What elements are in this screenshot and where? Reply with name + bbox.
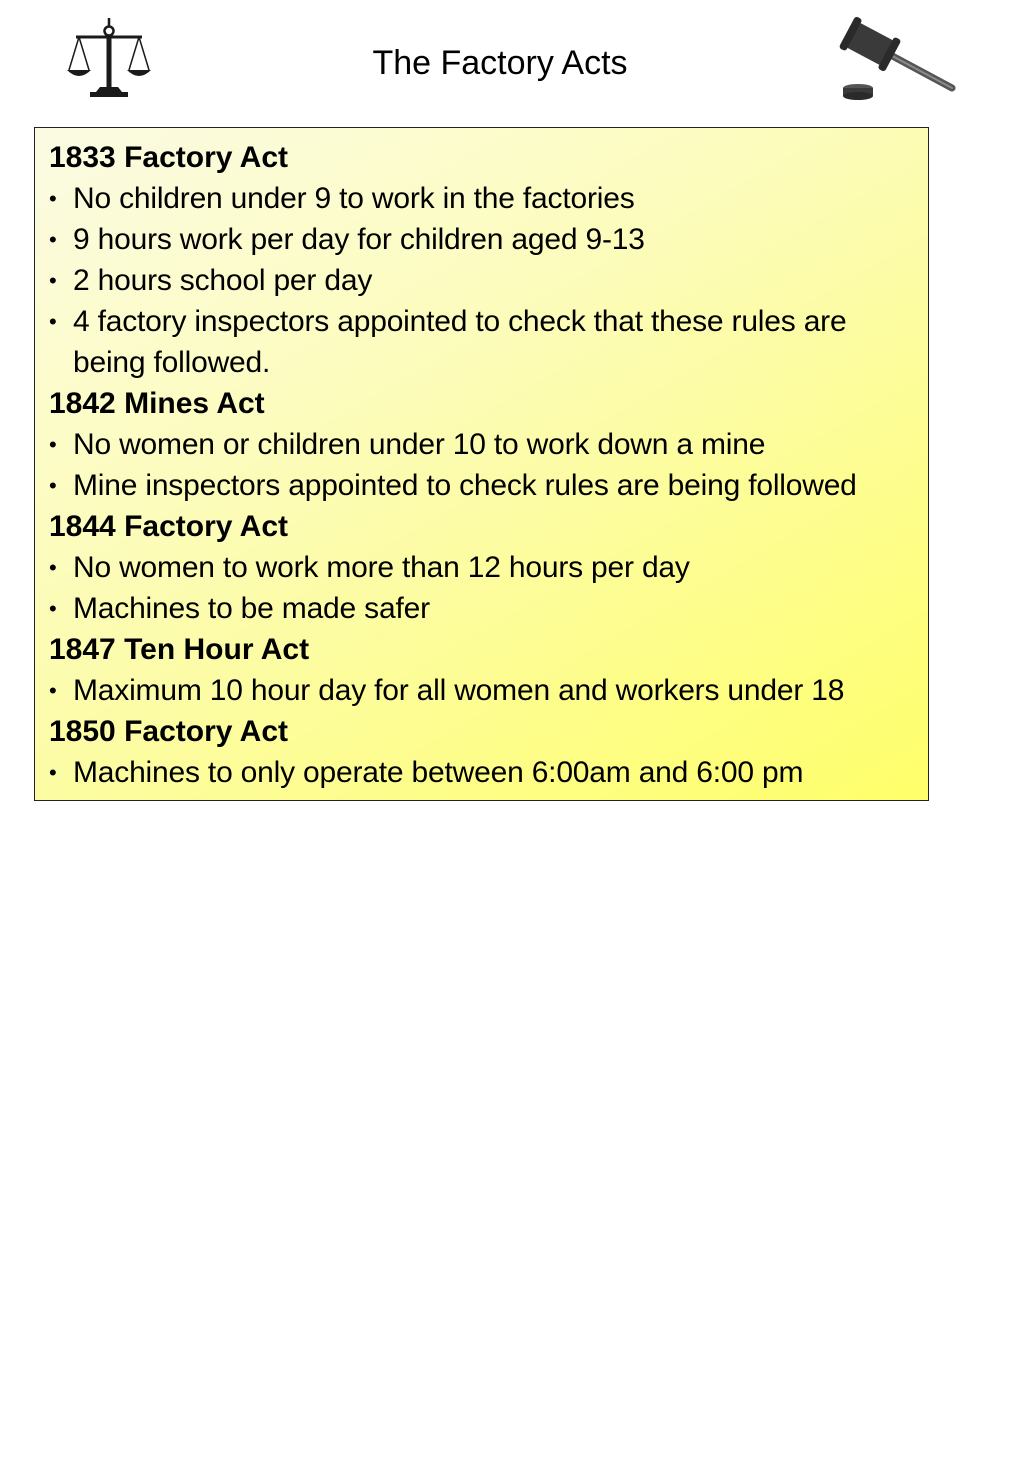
- bullet-icon: •: [49, 432, 57, 457]
- act-point-text: Machines to be made safer: [73, 592, 430, 625]
- gavel-icon: [838, 14, 960, 102]
- act-points-list: [49, 424, 914, 506]
- act-points-list: [49, 752, 914, 793]
- bullet-icon: •: [49, 309, 57, 334]
- bullet-icon: •: [49, 473, 57, 498]
- bullet-icon: •: [49, 555, 57, 580]
- act-point: [49, 424, 914, 465]
- act-point-text: 9 hours work per day for children aged 9-13: [73, 223, 645, 256]
- act-point: [49, 178, 914, 219]
- act-point-text: Maximum 10 hour day for all women and workers under 18: [73, 674, 845, 707]
- bullet-icon: •: [49, 596, 57, 621]
- act-point-text: 4 factory inspectors appointed to check that these rules are being followed.: [73, 305, 847, 379]
- act-heading: 1847 Ten Hour Act: [49, 633, 310, 666]
- act-point: [49, 260, 914, 301]
- act-heading: 1850 Factory Act: [49, 715, 289, 748]
- act-point-text: No children under 9 to work in the factories: [73, 182, 635, 215]
- act-points-list: [49, 547, 914, 629]
- act-heading: 1833 Factory Act: [49, 141, 289, 174]
- act-point: [49, 465, 914, 506]
- act-section: [49, 711, 914, 793]
- act-point: [49, 670, 914, 711]
- act-section: [49, 383, 914, 506]
- act-point-text: Mine inspectors appointed to check rules are being followed: [73, 469, 857, 502]
- act-section: [49, 629, 914, 711]
- act-section: [49, 506, 914, 629]
- bullet-icon: •: [49, 186, 57, 211]
- act-heading: 1844 Factory Act: [49, 510, 289, 543]
- act-point: [49, 752, 914, 793]
- act-point: [49, 547, 914, 588]
- bullet-icon: •: [49, 268, 57, 293]
- act-point-text: Machines to only operate between 6:00am and 6:00 pm: [73, 756, 804, 789]
- act-heading: 1842 Mines Act: [49, 387, 265, 420]
- page-title: The Factory Acts: [372, 44, 628, 82]
- act-points-list: [49, 178, 914, 383]
- act-section: [49, 137, 914, 383]
- act-point-text: 2 hours school per day: [73, 264, 373, 297]
- act-points-list: [49, 670, 914, 711]
- bullet-icon: •: [49, 760, 57, 785]
- factory-acts-box: [34, 127, 929, 801]
- act-point-text: No women to work more than 12 hours per day: [73, 551, 690, 584]
- scales-of-justice-icon: [66, 16, 152, 100]
- act-point: [49, 219, 914, 260]
- act-point: [49, 588, 914, 629]
- bullet-icon: •: [49, 678, 57, 703]
- act-point-text: No women or children under 10 to work down a mine: [73, 428, 766, 461]
- act-point: [49, 301, 914, 383]
- bullet-icon: •: [49, 227, 57, 252]
